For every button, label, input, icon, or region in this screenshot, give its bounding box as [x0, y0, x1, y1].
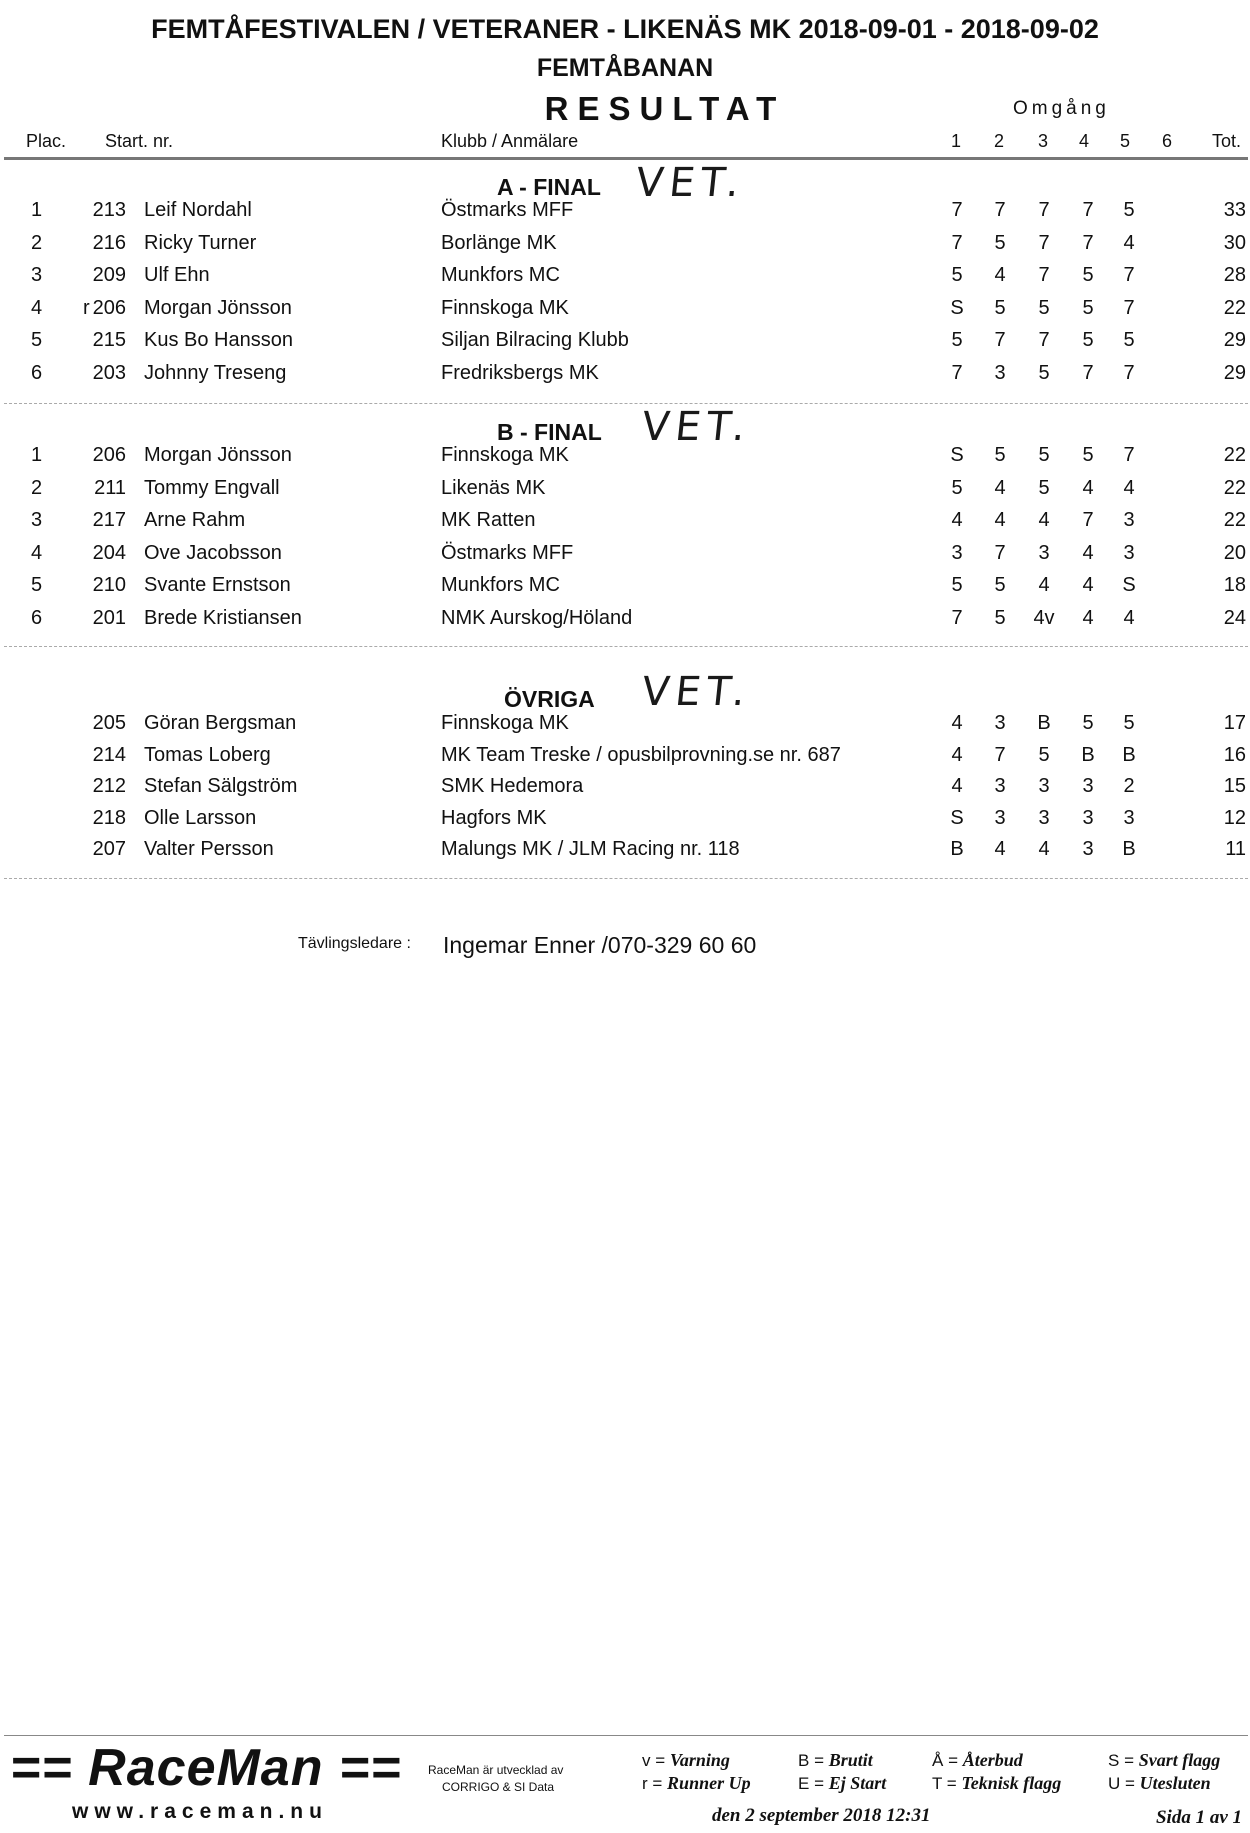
legend-code: v	[642, 1751, 651, 1770]
col-round-4: 4	[1079, 131, 1090, 151]
round-2-score: 4	[994, 264, 1006, 286]
round-3-score: 5	[1038, 444, 1050, 466]
col-total: Tot.	[1212, 131, 1242, 151]
club-name: Hagfors MK	[441, 807, 547, 829]
place: 5	[31, 574, 43, 596]
legend-text: Varning	[669, 1750, 730, 1770]
round-5-score: 4	[1123, 607, 1135, 629]
legend-text: Återbud	[962, 1750, 1023, 1770]
legend-item: B = Brutit	[798, 1750, 873, 1770]
driver-name: Valter Persson	[144, 838, 274, 860]
result-row	[0, 199, 1250, 229]
club-name: Finnskoga MK	[441, 712, 569, 734]
club-name: Munkfors MC	[441, 574, 560, 596]
round-1-score: 7	[951, 199, 963, 221]
col-start: Start. nr.	[105, 131, 174, 151]
col-round-3: 3	[1038, 131, 1049, 151]
legend-item: v = Varning	[642, 1750, 730, 1770]
round-2-score: 3	[994, 362, 1006, 384]
round-1-score: 5	[951, 264, 963, 286]
driver-name: Tommy Engvall	[144, 477, 280, 499]
driver-name: Olle Larsson	[144, 807, 257, 829]
total-score: 30	[1223, 232, 1246, 254]
place: 6	[31, 607, 43, 629]
club-name: SMK Hedemora	[441, 775, 584, 797]
round-2-score: 3	[994, 712, 1006, 734]
result-row	[0, 509, 1250, 539]
print-date: den 2 september 2018 12:31	[712, 1805, 931, 1826]
results-heading: RESULTAT	[544, 90, 786, 127]
start-number: 218	[92, 807, 126, 829]
round-2-score: 7	[994, 744, 1006, 766]
result-row	[0, 362, 1250, 392]
result-row	[0, 744, 1250, 774]
round-2-score: 5	[994, 297, 1006, 319]
club-name: Finnskoga MK	[441, 444, 569, 466]
start-number: 213	[92, 199, 126, 221]
club-name: Likenäs MK	[441, 477, 546, 499]
total-score: 11	[1225, 838, 1246, 860]
round-5-score: 5	[1123, 712, 1135, 734]
round-5-score: 4	[1123, 477, 1135, 499]
club-name: Siljan Bilracing Klubb	[441, 329, 629, 351]
legend-code: B	[798, 1751, 810, 1770]
driver-name: Ulf Ehn	[144, 264, 210, 286]
driver-name: Ove Jacobsson	[144, 542, 282, 564]
round-2-score: 5	[994, 232, 1006, 254]
raceman-logo: == RaceMan ==	[10, 1739, 402, 1797]
start-number: 206	[92, 297, 126, 319]
club-name: Munkfors MC	[441, 264, 560, 286]
result-row	[0, 542, 1250, 572]
round-5-score: 5	[1123, 199, 1135, 221]
club-name: Fredriksbergs MK	[441, 362, 599, 384]
start-number: 205	[92, 712, 126, 734]
result-row	[0, 712, 1250, 742]
round-3-score: 3	[1038, 807, 1050, 829]
header-rule	[4, 157, 1248, 160]
round-1-score: 7	[951, 607, 963, 629]
total-score: 16	[1223, 744, 1246, 766]
round-5-score: 3	[1123, 509, 1135, 531]
round-2-score: 4	[994, 509, 1006, 531]
result-row	[0, 775, 1250, 805]
start-number: 212	[92, 775, 126, 797]
place: 1	[31, 444, 43, 466]
developer-note-line-1: RaceMan är utvecklad av	[428, 1763, 564, 1777]
round-header: Omgång	[1013, 98, 1110, 119]
driver-name: Leif Nordahl	[144, 199, 252, 221]
place: 1	[31, 199, 43, 221]
round-2-score: 4	[994, 838, 1006, 860]
round-2-score: 5	[994, 607, 1006, 629]
round-3-score: 7	[1038, 264, 1050, 286]
round-3-score: 7	[1038, 232, 1050, 254]
legend-item: Å = Återbud	[932, 1750, 1023, 1770]
legend-text: Runner Up	[667, 1773, 751, 1793]
round-3-score: 3	[1038, 542, 1050, 564]
round-2-score: 5	[994, 574, 1006, 596]
round-1-score: 5	[951, 329, 963, 351]
col-klubb: Klubb / Anmälare	[441, 131, 579, 151]
club-name: Malungs MK / JLM Racing nr. 118	[441, 838, 740, 860]
round-2-score: 4	[994, 477, 1006, 499]
round-3-score: 4	[1038, 509, 1050, 531]
document-title: FEMTÅFESTIVALEN / VETERANER - LIKENÄS MK 2018-09-01 - 2018-09-02	[151, 14, 1099, 44]
legend-item: S = Svart flagg	[1108, 1750, 1221, 1770]
legend-code: Å	[932, 1751, 944, 1770]
round-3-score: 5	[1038, 362, 1050, 384]
result-row	[0, 232, 1250, 262]
place: 2	[31, 232, 43, 254]
section-b-divider	[4, 646, 1248, 647]
total-score: 33	[1223, 199, 1246, 221]
round-1-score: 4	[951, 744, 963, 766]
legend-code: r	[642, 1774, 648, 1793]
result-row	[0, 477, 1250, 507]
round-5-score: 2	[1123, 775, 1135, 797]
driver-name: Göran Bergsman	[144, 712, 297, 734]
section-other-divider	[4, 878, 1248, 879]
start-number: 215	[92, 329, 126, 351]
total-score: 17	[1223, 712, 1246, 734]
round-1-score: 7	[951, 232, 963, 254]
round-3-score: 7	[1038, 329, 1050, 351]
round-1-score: B	[950, 838, 964, 860]
col-round-2: 2	[994, 131, 1005, 151]
club-name: Östmarks MFF	[441, 542, 574, 564]
result-row	[0, 329, 1250, 359]
legend-item: r = Runner Up	[642, 1773, 751, 1793]
start-number: 204	[92, 542, 126, 564]
round-3-score: 5	[1038, 477, 1050, 499]
round-4-score: 5	[1082, 712, 1094, 734]
club-name: MK Ratten	[441, 509, 536, 531]
round-4-score: 4	[1082, 574, 1094, 596]
start-number: 211	[94, 477, 126, 499]
place: 2	[31, 477, 43, 499]
total-score: 22	[1223, 297, 1246, 319]
total-score: 29	[1223, 329, 1246, 351]
raceman-url[interactable]: www.raceman.nu	[72, 1800, 328, 1823]
section-other-handwritten-note: VET.	[639, 669, 754, 715]
driver-name: Johnny Treseng	[144, 362, 287, 384]
round-5-score: 4	[1123, 232, 1135, 254]
result-row	[0, 297, 1250, 327]
legend-item: U = Utesluten	[1108, 1773, 1211, 1793]
club-name: Östmarks MFF	[441, 199, 574, 221]
track-name: FEMTÅBANAN	[536, 54, 714, 82]
driver-name: Brede Kristiansen	[144, 607, 302, 629]
legend-item: E = Ej Start	[798, 1773, 887, 1793]
round-4-score: 7	[1082, 509, 1094, 531]
club-name: MK Team Treske / opusbilprovning.se nr. 687	[441, 744, 841, 766]
round-5-score: 3	[1123, 807, 1135, 829]
start-number: 214	[92, 744, 126, 766]
driver-name: Stefan Sälgström	[144, 775, 298, 797]
legend-text: Svart flagg	[1138, 1750, 1221, 1770]
round-4-score: 5	[1082, 297, 1094, 319]
legend-text: Teknisk flagg	[961, 1773, 1062, 1793]
round-5-score: 7	[1123, 444, 1135, 466]
legend-text: Brutit	[828, 1750, 873, 1770]
race-director-label: Tävlingsledare :	[298, 935, 411, 952]
round-2-score: 7	[994, 542, 1006, 564]
round-3-score: 4v	[1033, 607, 1055, 629]
round-4-score: 7	[1082, 199, 1094, 221]
round-4-score: 4	[1082, 607, 1094, 629]
start-number: 206	[92, 444, 126, 466]
driver-name: Morgan Jönsson	[144, 297, 292, 319]
page-number: Sida 1 av 1	[1155, 1807, 1242, 1828]
place: 6	[31, 362, 43, 384]
start-number: 209	[92, 264, 126, 286]
round-2-score: 5	[994, 444, 1006, 466]
round-3-score: B	[1037, 712, 1051, 734]
club-name: NMK Aurskog/Höland	[441, 607, 633, 629]
round-1-score: S	[950, 444, 964, 466]
round-4-score: 5	[1082, 329, 1094, 351]
section-b-title: B - FINAL	[497, 419, 602, 445]
place: 3	[31, 264, 43, 286]
total-score: 28	[1223, 264, 1246, 286]
place: 4	[31, 542, 43, 564]
result-row	[0, 444, 1250, 474]
round-4-score: B	[1081, 744, 1095, 766]
round-4-score: 7	[1082, 232, 1094, 254]
start-number: 216	[92, 232, 126, 254]
round-5-score: B	[1122, 838, 1136, 860]
club-name: Borlänge MK	[441, 232, 557, 254]
result-row	[0, 838, 1250, 868]
total-score: 22	[1223, 509, 1246, 531]
total-score: 18	[1223, 574, 1246, 596]
legend-code: U	[1108, 1774, 1121, 1793]
total-score: 22	[1223, 477, 1246, 499]
start-number: 203	[92, 362, 126, 384]
developer-note-line-2: CORRIGO & SI Data	[442, 1780, 555, 1794]
col-plac: Plac.	[26, 131, 67, 151]
round-3-score: 4	[1038, 838, 1050, 860]
round-4-score: 4	[1082, 542, 1094, 564]
start-number: 217	[92, 509, 126, 531]
round-1-score: 5	[951, 574, 963, 596]
round-5-score: S	[1122, 574, 1136, 596]
total-score: 12	[1223, 807, 1246, 829]
round-1-score: 7	[951, 362, 963, 384]
round-4-score: 5	[1082, 264, 1094, 286]
driver-name: Morgan Jönsson	[144, 444, 292, 466]
total-score: 20	[1223, 542, 1246, 564]
result-row	[0, 574, 1250, 604]
result-row	[0, 264, 1250, 294]
driver-name: Svante Ernstson	[144, 574, 291, 596]
round-4-score: 3	[1082, 838, 1094, 860]
legend-code: E	[798, 1774, 810, 1793]
section-other-title: ÖVRIGA	[504, 686, 595, 712]
round-1-score: 4	[951, 775, 963, 797]
round-3-score: 3	[1038, 775, 1050, 797]
result-row	[0, 607, 1250, 637]
total-score: 29	[1223, 362, 1246, 384]
round-4-score: 5	[1082, 444, 1094, 466]
driver-name: Arne Rahm	[144, 509, 246, 531]
footer-rule	[4, 1735, 1248, 1736]
start-number: 201	[92, 607, 126, 629]
round-5-score: 7	[1123, 264, 1135, 286]
place: 3	[31, 509, 43, 531]
driver-name: Tomas Loberg	[144, 744, 271, 766]
driver-name: Kus Bo Hansson	[144, 329, 293, 351]
round-5-score: 3	[1123, 542, 1135, 564]
legend-text: Utesluten	[1139, 1773, 1211, 1793]
round-1-score: 3	[951, 542, 963, 564]
round-2-score: 7	[994, 199, 1006, 221]
round-5-score: 5	[1123, 329, 1135, 351]
result-row	[0, 807, 1250, 837]
round-4-score: 3	[1082, 775, 1094, 797]
round-2-score: 3	[994, 775, 1006, 797]
runner-up-marker: r	[83, 297, 90, 319]
col-round-5: 5	[1120, 131, 1131, 151]
round-1-score: 4	[951, 712, 963, 734]
section-a-divider	[4, 403, 1248, 404]
round-4-score: 4	[1082, 477, 1094, 499]
round-1-score: S	[950, 807, 964, 829]
section-b-handwritten-note: VET.	[639, 404, 754, 450]
legend-item: T = Teknisk flagg	[932, 1773, 1062, 1793]
round-5-score: 7	[1123, 297, 1135, 319]
start-number: 207	[92, 838, 126, 860]
round-2-score: 7	[994, 329, 1006, 351]
round-3-score: 5	[1038, 297, 1050, 319]
legend-code: S	[1108, 1751, 1120, 1770]
col-round-6: 6	[1162, 131, 1173, 151]
round-4-score: 3	[1082, 807, 1094, 829]
legend-text: Ej Start	[828, 1773, 887, 1793]
round-3-score: 7	[1038, 199, 1050, 221]
col-round-1: 1	[951, 131, 962, 151]
round-2-score: 3	[994, 807, 1006, 829]
legend-code: T	[932, 1774, 943, 1793]
round-5-score: B	[1122, 744, 1136, 766]
place: 5	[31, 329, 43, 351]
total-score: 24	[1223, 607, 1246, 629]
club-name: Finnskoga MK	[441, 297, 569, 319]
section-a-title: A - FINAL	[497, 174, 601, 200]
place: 4	[31, 297, 43, 319]
round-5-score: 7	[1123, 362, 1135, 384]
round-3-score: 4	[1038, 574, 1050, 596]
race-director-value: Ingemar Enner /070-329 60 60	[443, 932, 757, 958]
start-number: 210	[92, 574, 126, 596]
round-1-score: S	[950, 297, 964, 319]
driver-name: Ricky Turner	[144, 232, 257, 254]
round-1-score: 5	[951, 477, 963, 499]
round-1-score: 4	[951, 509, 963, 531]
round-4-score: 7	[1082, 362, 1094, 384]
round-3-score: 5	[1038, 744, 1050, 766]
section-a-handwritten-note: VET.	[633, 160, 748, 206]
total-score: 22	[1223, 444, 1246, 466]
total-score: 15	[1223, 775, 1246, 797]
